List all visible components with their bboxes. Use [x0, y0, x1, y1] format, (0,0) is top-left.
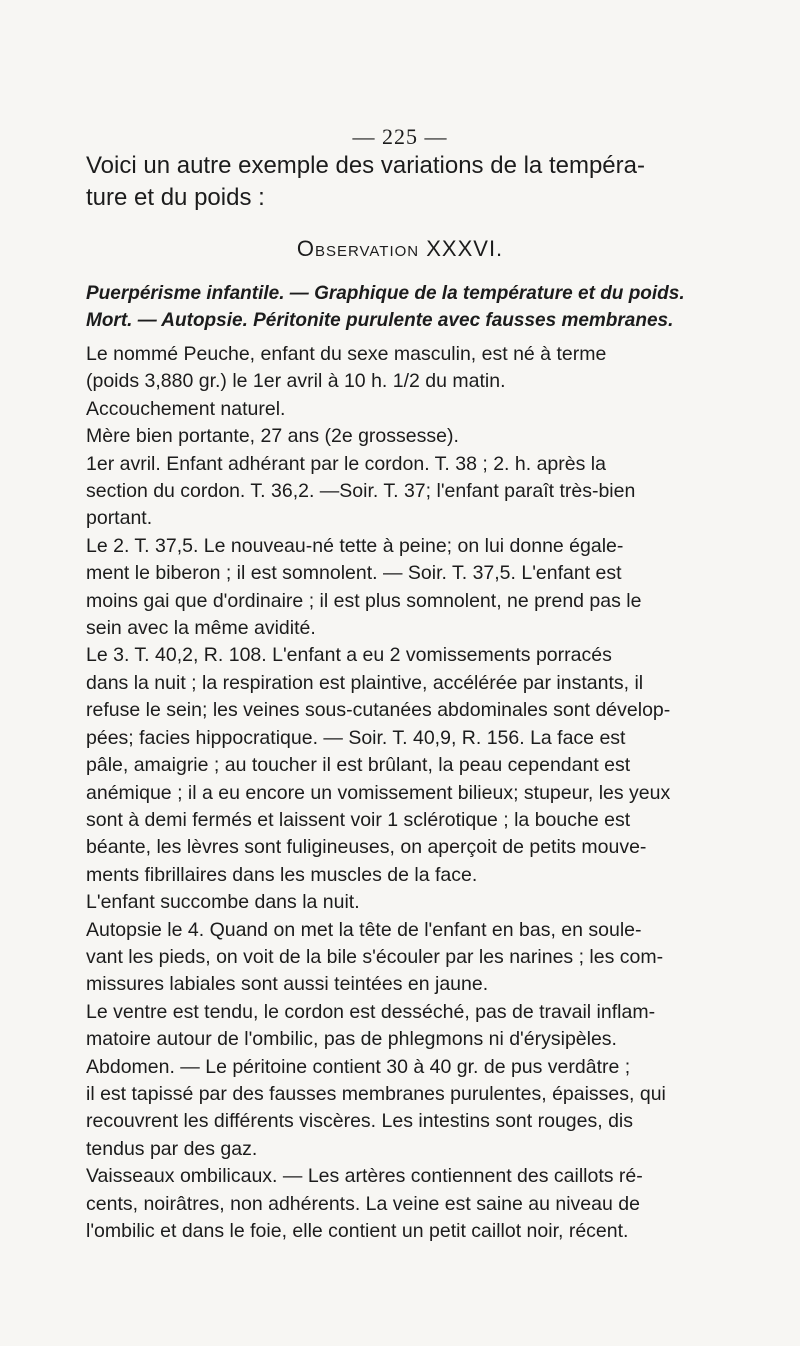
body-line: vant les pieds, on voit de la bile s'écouler par les narines ; les com- [86, 945, 664, 968]
body-line: Le nommé Peuche, enfant du sexe masculin, est né à terme [86, 343, 607, 365]
body-line: l'ombilic et dans le foie, elle contient un petit caillot noir, récent. [86, 1220, 629, 1242]
body-line: 1er avril. Enfant adhérant par le cordon. T. 38 ; 2. h. après la [86, 452, 606, 475]
body-line: tendus par des gaz. [86, 1137, 258, 1160]
body-line: Le 3. T. 40,2, R. 108. L'enfant a eu 2 vomissements porracés [86, 644, 612, 667]
subtitle-line: Puerpérisme infantile. — Graphique de la température et du poids. [86, 283, 685, 304]
body-line: section du cordon. T. 36,2. —Soir. T. 37; l'enfant paraît très-bien [86, 480, 636, 503]
body-line: Autopsie le 4. Quand on met la tête de l'enfant en bas, en soule- [86, 918, 642, 941]
body-line: béante, les lèvres sont fuligineuses, on aperçoit de petits mouve- [86, 836, 647, 859]
body-line: Le 2. T. 37,5. Le nouveau-né tette à peine; on lui donne égale- [86, 534, 624, 557]
intro-line: Voici un autre exemple des variations de la tempéra- [86, 152, 645, 179]
body-line: pées; facies hippocratique. — Soir. T. 40,9, R. 156. La face est [86, 726, 626, 749]
body-line: dans la nuit ; la respiration est plaintive, accélérée par instants, il [86, 671, 644, 694]
body-line: refuse le sein; les veines sous-cutanées abdominales sont dévelop- [86, 699, 671, 722]
observation-body [86, 341, 766, 1245]
body-line: Abdomen. — Le péritoine contient 30 à 40 gr. de pus verdâtre ; [86, 1055, 631, 1078]
body-line: portant. [86, 507, 153, 530]
body-line: moins gai que d'ordinaire ; il est plus somnolent, ne prend pas le [86, 589, 642, 612]
body-line: missures labiales sont aussi teintées en jaune. [86, 973, 489, 996]
intro-paragraph [86, 150, 766, 214]
body-line: Vaisseaux ombilicaux. — Les artères contiennent des caillots ré- [86, 1165, 643, 1188]
body-line: recouvrent les différents viscères. Les intestins sont rouges, dis [86, 1110, 633, 1133]
body-line: pâle, amaigrie ; au toucher il est brûlant, la peau cependant est [86, 754, 631, 777]
body-line: (poids 3,880 gr.) le 1er avril à 10 h. 1/2 du matin. [86, 370, 506, 393]
body-line: Accouchement naturel. [86, 397, 286, 420]
body-line: cents, noirâtres, non adhérents. La veine est saine au niveau de [86, 1192, 640, 1215]
observation-subtitle [86, 280, 766, 334]
body-line: anémique ; il a eu encore un vomissement bilieux; stupeur, les yeux [86, 781, 671, 804]
body-line: ments fibrillaires dans les muscles de la face. [86, 863, 478, 886]
body-line: il est tapissé par des fausses membranes purulentes, épaisses, qui [86, 1082, 666, 1105]
body-line: sein avec la même avidité. [86, 617, 316, 640]
body-line: sont à demi fermés et laissent voir 1 sclérotique ; la bouche est [86, 808, 631, 831]
body-line: Mère bien portante, 27 ans (2e grossesse). [86, 425, 459, 448]
page-number: — 225 — [352, 124, 448, 149]
subtitle-line: Mort. — Autopsie. Péritonite purulente avec fausses membranes. [86, 310, 674, 331]
body-line: matoire autour de l'ombilic, pas de phlegmons ni d'érysipèles. [86, 1028, 617, 1051]
body-line: Le ventre est tendu, le cordon est desséché, pas de travail inflam- [86, 1000, 656, 1023]
observation-title: Observation XXXVI. [296, 236, 504, 261]
body-line: ment le biberon ; il est somnolent. — Soir. T. 37,5. L'enfant est [86, 562, 622, 585]
body-line: L'enfant succombe dans la nuit. [86, 891, 360, 914]
intro-line: ture et du poids : [86, 184, 265, 211]
